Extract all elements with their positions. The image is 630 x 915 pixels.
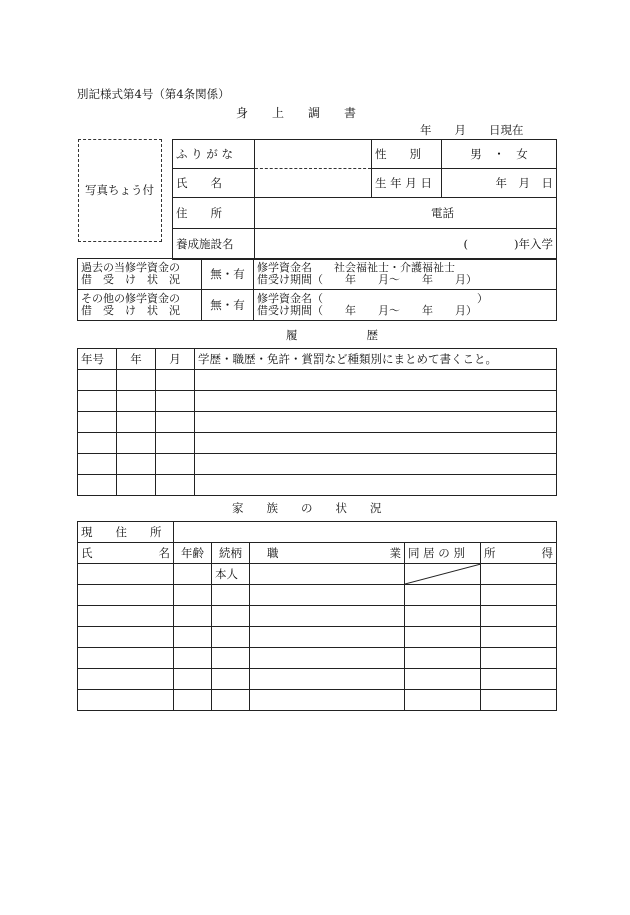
history-cell-year[interactable] xyxy=(117,370,156,391)
family-cell-age[interactable] xyxy=(174,585,212,606)
family-cell-cohabit[interactable] xyxy=(405,669,481,690)
family-cell-cohabit[interactable] xyxy=(405,585,481,606)
family-cell-cohabit[interactable] xyxy=(405,606,481,627)
family-cell-cohabit[interactable] xyxy=(405,690,481,711)
history-cell-month[interactable] xyxy=(156,475,195,496)
phone-label: 電話 xyxy=(431,206,454,220)
other-loan-details[interactable] xyxy=(254,290,557,321)
history-cell-era[interactable] xyxy=(78,433,117,454)
history-row xyxy=(78,433,557,454)
history-header-month: 月 xyxy=(156,349,195,370)
birthdate-label: 生 年 月 日 xyxy=(372,169,442,198)
address-field[interactable] xyxy=(255,198,557,229)
history-cell-month[interactable] xyxy=(156,391,195,412)
family-cell-job[interactable] xyxy=(250,627,405,648)
other-loan-name: 修学資金名（ ） xyxy=(257,292,488,305)
history-cell-era[interactable] xyxy=(78,454,117,475)
history-cell-era[interactable] xyxy=(78,370,117,391)
family-self-cohabit xyxy=(405,564,481,585)
history-cell-month[interactable] xyxy=(156,454,195,475)
history-cell-era[interactable] xyxy=(78,391,117,412)
birthdate-field[interactable]: 年 月 日 xyxy=(442,169,557,198)
history-header-content: 学歴・職歴・免許・賞罰など種類別にまとめて書くこと。 xyxy=(195,349,557,370)
other-loan-label-line1: その他の修学資金の xyxy=(81,292,180,305)
history-row xyxy=(78,475,557,496)
past-loan-yesno[interactable]: 無・有 xyxy=(202,259,254,290)
family-cell-relation[interactable] xyxy=(212,690,250,711)
history-cell-era[interactable] xyxy=(78,412,117,433)
history-cell-year[interactable] xyxy=(117,391,156,412)
family-cell-relation[interactable] xyxy=(212,669,250,690)
family-header-job xyxy=(250,543,405,564)
history-cell-year[interactable] xyxy=(117,454,156,475)
history-cell-content[interactable] xyxy=(195,370,557,391)
family-header-job-right: 業 xyxy=(389,546,401,560)
past-loan-label xyxy=(78,259,202,290)
history-cell-content[interactable] xyxy=(195,391,557,412)
loans-table xyxy=(77,258,557,321)
name-label: 氏 名 xyxy=(173,169,255,198)
gender-options[interactable]: 男 ・ 女 xyxy=(442,140,557,169)
family-cell-age[interactable] xyxy=(174,690,212,711)
other-loan-period: 借受け期間（ 年 月～ 年 月） xyxy=(257,304,477,317)
family-header-cohabit: 同 居 の 別 xyxy=(405,543,481,564)
family-header-age: 年齢 xyxy=(174,543,212,564)
gender-label: 性 別 xyxy=(372,140,442,169)
family-cell-name[interactable] xyxy=(78,585,174,606)
date-line: 年 月 日現在 xyxy=(420,123,524,137)
history-row xyxy=(78,391,557,412)
history-cell-month[interactable] xyxy=(156,433,195,454)
family-cell-relation[interactable] xyxy=(212,585,250,606)
family-cell-relation[interactable] xyxy=(212,648,250,669)
other-loan-yesno[interactable]: 無・有 xyxy=(202,290,254,321)
family-self-relation: 本人 xyxy=(212,564,250,585)
history-title: 履 歴 xyxy=(286,328,378,342)
past-loan-label-line1: 過去の当修学資金の xyxy=(81,261,180,274)
family-row xyxy=(78,585,557,606)
family-header-relation: 続柄 xyxy=(212,543,250,564)
history-cell-year[interactable] xyxy=(117,433,156,454)
family-self-job[interactable] xyxy=(250,564,405,585)
history-cell-content[interactable] xyxy=(195,475,557,496)
past-loan-name: 修学資金名 社会福祉士・介護福祉士 xyxy=(257,261,455,274)
family-self-income[interactable] xyxy=(481,564,557,585)
past-loan-period: 借受け期間（ 年 月～ 年 月） xyxy=(257,273,477,286)
other-loan-label-line2: 借 受 け 状 況 xyxy=(81,304,180,317)
current-address-field[interactable] xyxy=(174,522,557,543)
family-cell-name[interactable] xyxy=(78,627,174,648)
family-row xyxy=(78,606,557,627)
past-loan-label-line2: 借 受 け 状 況 xyxy=(81,273,180,286)
family-header-income xyxy=(481,543,557,564)
family-header-name-left: 氏 xyxy=(81,546,93,560)
current-address-label: 現 住 所 xyxy=(78,522,174,543)
history-cell-era[interactable] xyxy=(78,475,117,496)
family-cell-age[interactable] xyxy=(174,606,212,627)
history-header-year: 年 xyxy=(117,349,156,370)
family-cell-cohabit[interactable] xyxy=(405,627,481,648)
family-row xyxy=(78,690,557,711)
document-title: 身 上 調 書 xyxy=(236,106,357,120)
history-cell-content[interactable] xyxy=(195,433,557,454)
personal-info-table xyxy=(172,139,557,260)
family-cell-income[interactable] xyxy=(481,690,557,711)
family-self-name[interactable] xyxy=(78,564,174,585)
family-cell-relation[interactable] xyxy=(212,627,250,648)
other-loan-label xyxy=(78,290,202,321)
history-cell-year[interactable] xyxy=(117,475,156,496)
address-label: 住 所 xyxy=(173,198,255,229)
family-self-age[interactable] xyxy=(174,564,212,585)
family-cell-relation[interactable] xyxy=(212,606,250,627)
diagonal-slash xyxy=(405,564,481,584)
name-field[interactable] xyxy=(255,169,372,198)
history-cell-month[interactable] xyxy=(156,370,195,391)
history-row xyxy=(78,412,557,433)
family-cell-income[interactable] xyxy=(481,627,557,648)
family-cell-name[interactable] xyxy=(78,648,174,669)
family-cell-age[interactable] xyxy=(174,648,212,669)
family-cell-income[interactable] xyxy=(481,669,557,690)
family-cell-income[interactable] xyxy=(481,648,557,669)
family-header-income-left: 所 xyxy=(484,546,496,560)
family-cell-name[interactable] xyxy=(78,606,174,627)
history-cell-year[interactable] xyxy=(117,412,156,433)
history-table xyxy=(77,348,557,496)
family-cell-job[interactable] xyxy=(250,585,405,606)
family-header-name-right: 名 xyxy=(158,546,170,560)
family-row xyxy=(78,648,557,669)
family-row xyxy=(78,669,557,690)
family-header-name xyxy=(78,543,174,564)
history-header-era: 年号 xyxy=(78,349,117,370)
family-title: 家 族 の 状 況 xyxy=(232,501,382,515)
family-cell-job[interactable] xyxy=(250,669,405,690)
photo-label: 写真ちょう付 xyxy=(85,183,154,197)
history-row xyxy=(78,454,557,475)
furigana-label: ふ り が な xyxy=(173,140,255,169)
family-cell-income[interactable] xyxy=(481,585,557,606)
school-field[interactable] xyxy=(255,229,557,260)
school-label: 養成施設名 xyxy=(173,229,255,260)
family-header-income-right: 得 xyxy=(541,546,554,560)
family-cell-cohabit[interactable] xyxy=(405,648,481,669)
family-table xyxy=(77,521,557,711)
family-cell-job[interactable] xyxy=(250,690,405,711)
family-cell-income[interactable] xyxy=(481,606,557,627)
family-cell-name[interactable] xyxy=(78,669,174,690)
enroll-year: ( )年入学 xyxy=(463,237,553,251)
history-cell-month[interactable] xyxy=(156,412,195,433)
history-row xyxy=(78,370,557,391)
family-row xyxy=(78,627,557,648)
history-cell-content[interactable] xyxy=(195,412,557,433)
past-loan-details[interactable] xyxy=(254,259,557,290)
family-cell-age[interactable] xyxy=(174,669,212,690)
family-cell-age[interactable] xyxy=(174,627,212,648)
furigana-field[interactable] xyxy=(255,140,372,169)
history-cell-content[interactable] xyxy=(195,454,557,475)
photo-box xyxy=(78,139,162,242)
family-header-job-left: 職 xyxy=(267,546,279,560)
form-number: 別記様式第4号（第4条関係） xyxy=(77,87,230,101)
family-cell-job[interactable] xyxy=(250,606,405,627)
family-cell-name[interactable] xyxy=(78,690,174,711)
family-cell-job[interactable] xyxy=(250,648,405,669)
